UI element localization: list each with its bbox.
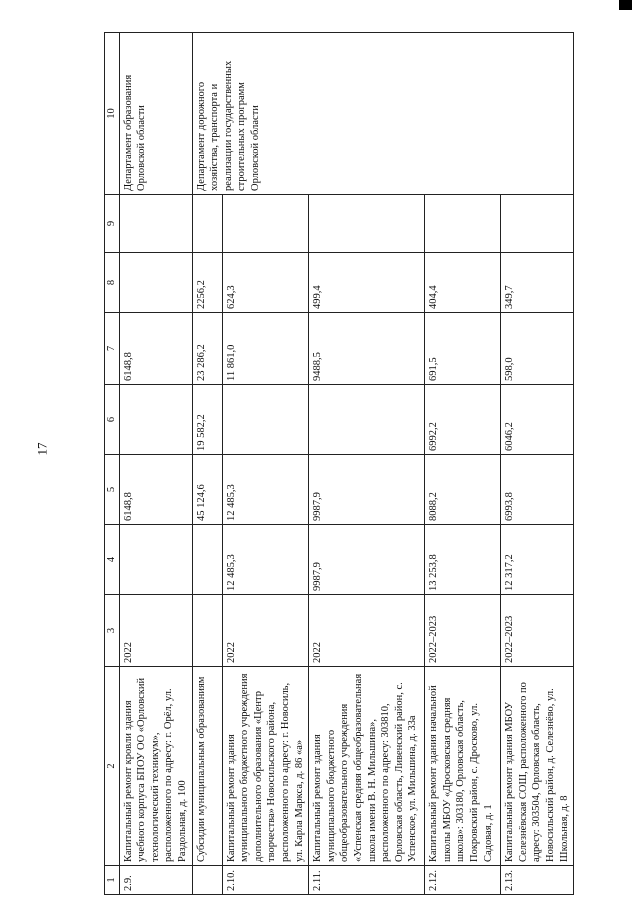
object-name: Капитальный ремонт здания муниципального бюджетного общеобразовательного учреждения «Успенская средняя общеобразовательная школа имени В. Н. Мильшина», расположенного по адресу: 303810, Орловская область, Ливенский район, с. Успенское, ул. Мильшина, д. 33а (309, 667, 425, 866)
value-cell (309, 195, 425, 253)
value-cell: 13 253,8 (425, 525, 501, 595)
header-row (105, 33, 120, 895)
row-number (192, 866, 222, 895)
value-cell: 6046,2 (501, 385, 574, 455)
header-cell: 8 (105, 253, 120, 313)
header-cell: 7 (105, 313, 120, 385)
value-cell: 2256,2 (192, 253, 222, 313)
department-cell: Департамент образования Орловской области (119, 33, 192, 195)
value-cell: 19 582,2 (192, 385, 222, 455)
value-cell: 6148,8 (119, 313, 192, 385)
value-cell (501, 195, 574, 253)
header-cell: 1 (105, 866, 120, 895)
value-cell (119, 195, 192, 253)
object-name: Капитальный ремонт кровли здания учебного корпуса БПОУ ОО «Орловский технологический техникум», расположенного по адресу: г. Орёл, ул. Раздольная, д. 100 (119, 667, 192, 866)
header-cell: 9 (105, 195, 120, 253)
value-cell (119, 525, 192, 595)
value-cell: 6993,8 (501, 455, 574, 525)
page-number: 17 (34, 442, 50, 456)
object-name: Капитальный ремонт здания муниципального бюджетного учреждения дополнительного образования «Центр творчества» Новосильского района, расположенного по адресу: г. Новосиль, ул. Карла Маркса, д. 86 «а» (222, 667, 309, 866)
value-cell (192, 525, 222, 595)
value-cell (309, 385, 425, 455)
value-cell: 45 124,6 (192, 455, 222, 525)
header-cell: 4 (105, 525, 120, 595)
department-cell: Департамент дорожного хозяйства, транспорта и реализации государственных строительных программ Орловской области (192, 33, 574, 195)
program-table (104, 32, 574, 895)
header-cell: 10 (105, 33, 120, 195)
value-cell: 404,4 (425, 253, 501, 313)
header-cell: 5 (105, 455, 120, 525)
row-number: 2.9. (119, 866, 192, 895)
rotated-table-container (104, 33, 570, 895)
value-cell: 349,7 (501, 253, 574, 313)
value-cell (222, 195, 309, 253)
years-cell: 2022 (222, 595, 309, 667)
header-cell: 3 (105, 595, 120, 667)
value-cell (192, 195, 222, 253)
value-cell: 598,0 (501, 313, 574, 385)
object-name: Капитальный ремонт здания начальной школы МБОУ «Дросковская средняя школа»: 303180, Орловская область, Покровский район, с. Дросково, ул. Садовая, д. 1 (425, 667, 501, 866)
value-cell: 499,4 (309, 253, 425, 313)
table-row (119, 33, 192, 895)
header-cell: 6 (105, 385, 120, 455)
object-name: Субсидии муниципальным образованиям (192, 667, 222, 866)
object-name: Капитальный ремонт здания МБОУ Селезнёвская СОШ, расположенного по адресу: 303504, Орловская область, Новосильский район, д. Селезнёво, ул. Школьная, д. 8 (501, 667, 574, 866)
value-cell: 23 286,2 (192, 313, 222, 385)
value-cell (425, 195, 501, 253)
years-cell: 2022 (309, 595, 425, 667)
header-cell: 2 (105, 667, 120, 866)
value-cell: 6148,8 (119, 455, 192, 525)
value-cell: 6992,2 (425, 385, 501, 455)
value-cell (119, 253, 192, 313)
table-row (192, 33, 222, 895)
row-number: 2.13. (501, 866, 574, 895)
value-cell: 9488,5 (309, 313, 425, 385)
value-cell: 624,3 (222, 253, 309, 313)
years-cell: 2022 (119, 595, 192, 667)
value-cell: 12 317,2 (501, 525, 574, 595)
row-number: 2.10. (222, 866, 309, 895)
row-number: 2.11. (309, 866, 425, 895)
value-cell: 12 485,3 (222, 455, 309, 525)
value-cell: 9987,9 (309, 455, 425, 525)
value-cell: 8088,2 (425, 455, 501, 525)
years-cell: 2022–2023 (501, 595, 574, 667)
value-cell (222, 385, 309, 455)
value-cell: 11 861,0 (222, 313, 309, 385)
years-cell (192, 595, 222, 667)
years-cell: 2022–2023 (425, 595, 501, 667)
row-number: 2.12. (425, 866, 501, 895)
value-cell: 9987,9 (309, 525, 425, 595)
value-cell: 12 485,3 (222, 525, 309, 595)
value-cell: 691,5 (425, 313, 501, 385)
value-cell (119, 385, 192, 455)
corner-mark (619, 0, 632, 10)
